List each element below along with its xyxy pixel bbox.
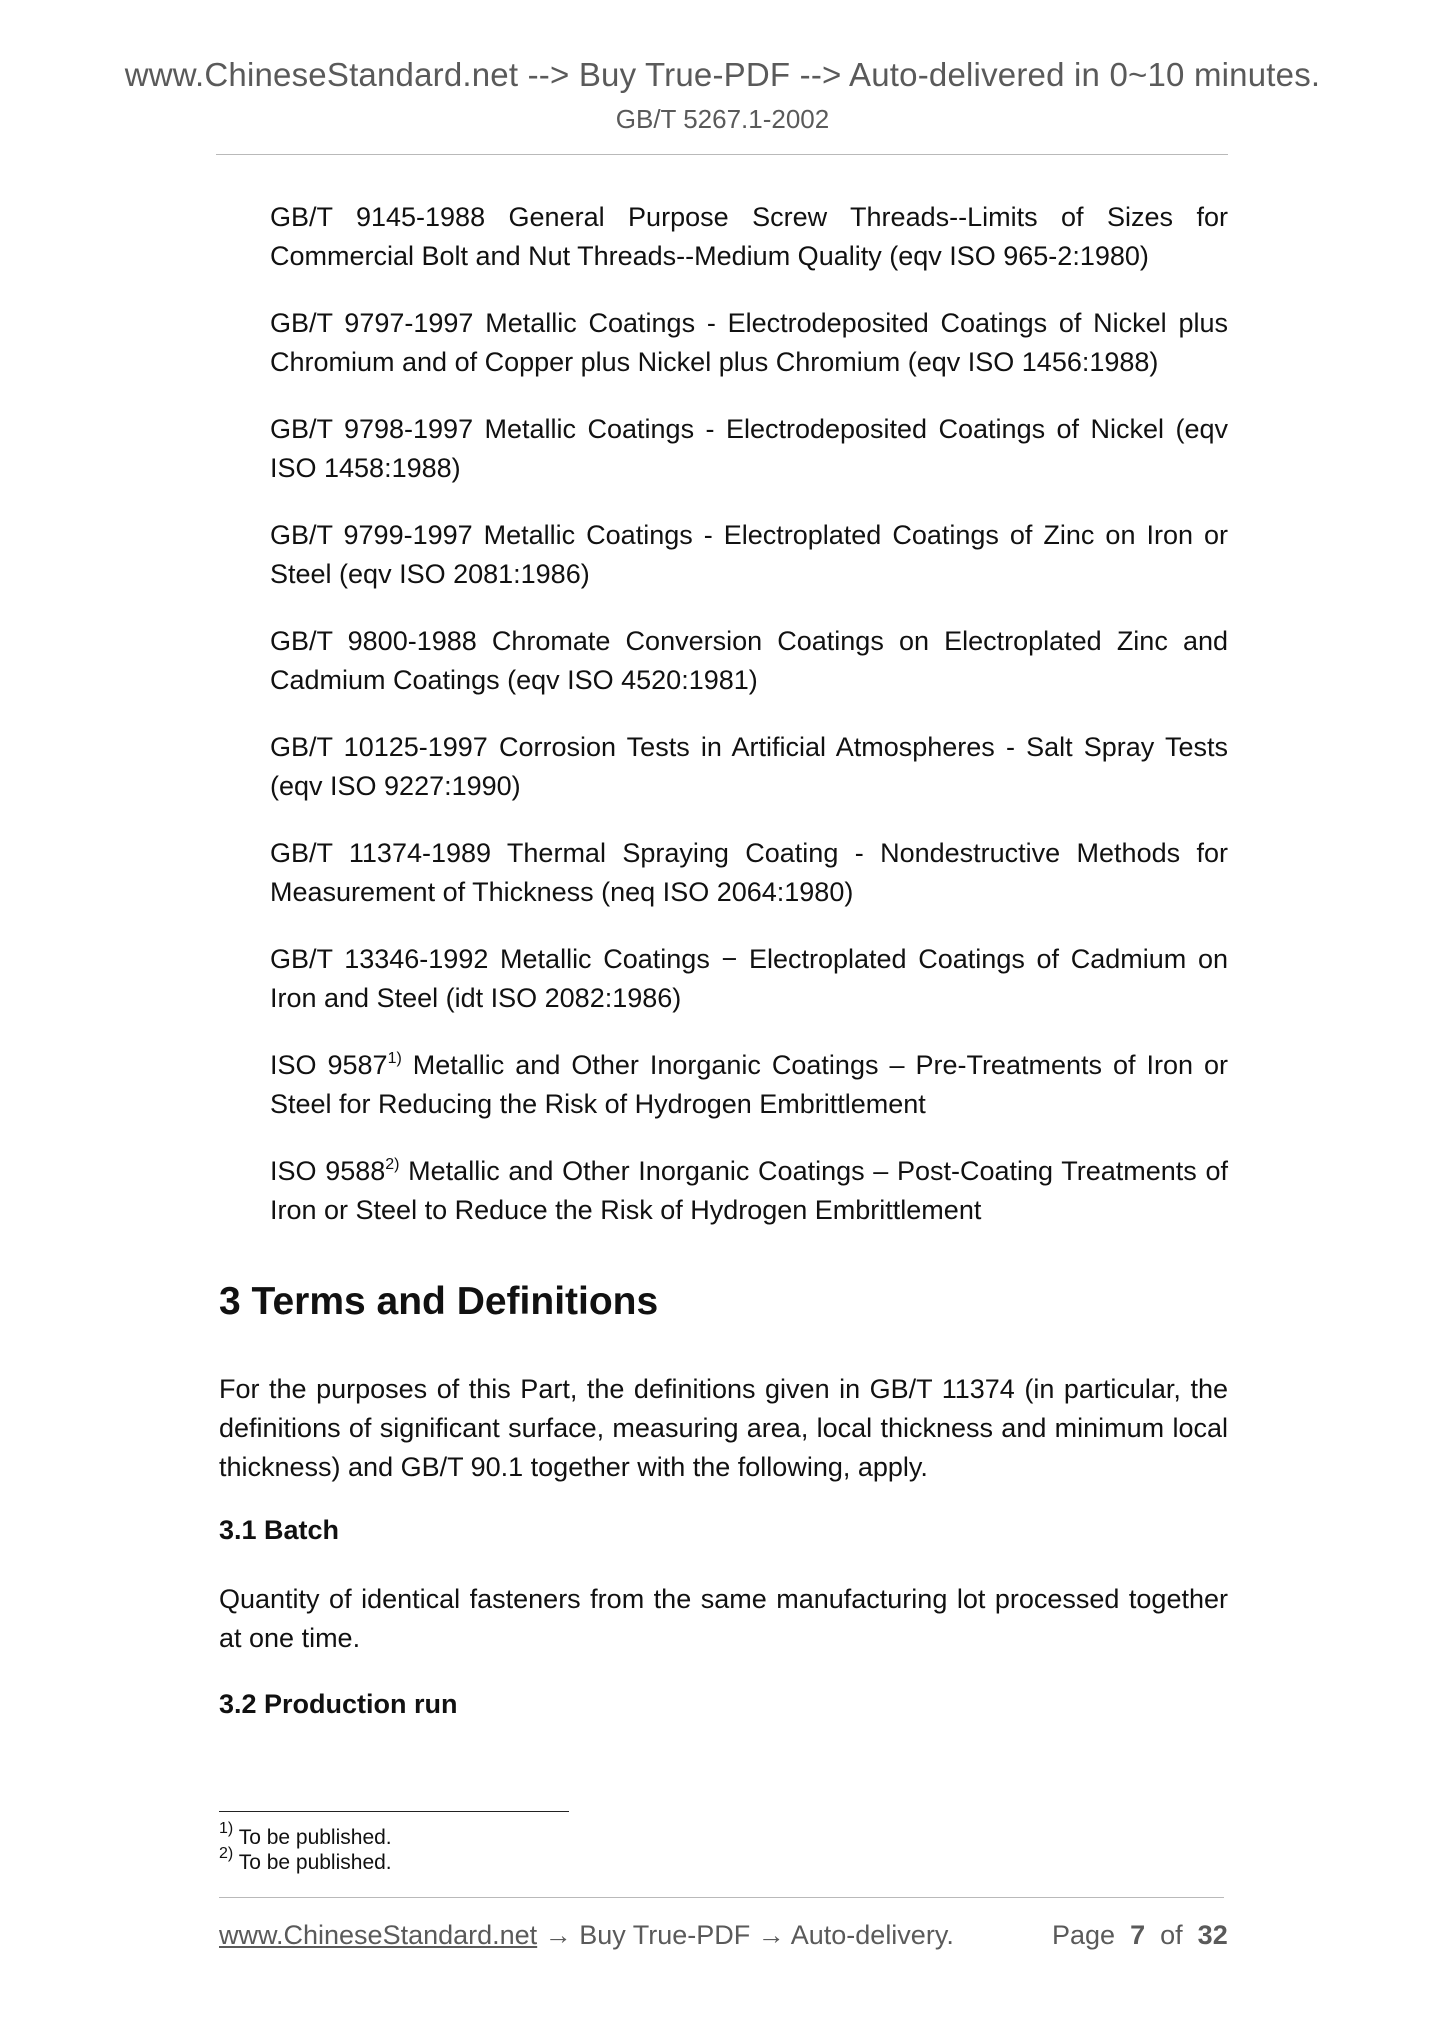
reference-item: GB/T 9799-1997 Metallic Coatings - Electroplated Coatings of Zinc on Iron or Steel (eqv ISO 2081:1986): [270, 520, 1228, 589]
reference-item: GB/T 9797-1997 Metallic Coatings - Electrodeposited Coatings of Nickel plus Chromium and of Copper plus Nickel plus Chromium (eqv ISO 1456:1988): [270, 308, 1228, 377]
subsection-heading-production-run: 3.2 Production run: [219, 1689, 458, 1719]
footnotes: [219, 1820, 1119, 1875]
footer-divider: [219, 1897, 1224, 1898]
reference-item: GB/T 10125-1997 Corrosion Tests in Artificial Atmospheres - Salt Spray Tests (eqv ISO 9227:1990): [270, 732, 1228, 801]
footer-promo: www.ChineseStandard.net → Buy True-PDF → Auto-delivery.: [219, 1920, 954, 1950]
subsection-heading-batch: 3.1 Batch: [219, 1515, 340, 1545]
document-code: GB/T 5267.1-2002: [615, 104, 830, 134]
header-divider: [216, 154, 1228, 155]
definition-batch: Quantity of identical fasteners from the same manufacturing lot processed together at one time.: [219, 1584, 1228, 1653]
current-page: 7: [1130, 1920, 1146, 1950]
page-counter: Page 7 of 32: [1052, 1920, 1228, 1950]
footer-site-link[interactable]: www.ChineseStandard.net: [219, 1920, 538, 1950]
total-pages: 32: [1197, 1920, 1228, 1950]
footnote-divider: [219, 1811, 569, 1812]
reference-item: ISO 9587$^{1)}$ Metallic and Other Inorganic Coatings – Pre-Treatments of Iron or Steel for Reducing the Risk of Hydrogen Embrittlement: [270, 1050, 1228, 1119]
reference-item: GB/T 9798-1997 Metallic Coatings - Electrodeposited Coatings of Nickel (eqv ISO 1458:1988): [270, 414, 1228, 483]
footnote-marker: 2): [385, 1156, 400, 1173]
footnote-marker: 1): [387, 1050, 402, 1067]
normative-references-list: [270, 198, 1228, 1258]
section-title: 3 Terms and Definitions: [219, 1280, 659, 1323]
reference-item: ISO 9588$^{2)}$ Metallic and Other Inorganic Coatings – Post-Coating Treatments of Iron or Steel to Reduce the Risk of Hydrogen Embrittlement: [270, 1156, 1228, 1225]
reference-item: GB/T 9800-1988 Chromate Conversion Coatings on Electroplated Zinc and Cadmium Coatings (eqv ISO 4520:1981): [270, 626, 1228, 695]
header-banner: www.ChineseStandard.net --> Buy True-PDF --> Auto-delivered in 0~10 minutes.: [124, 56, 1321, 93]
reference-item: GB/T 11374-1989 Thermal Spraying Coating - Nondestructive Methods for Measurement of Thickness (neq ISO 2064:1980): [270, 838, 1228, 907]
section-intro: For the purposes of this Part, the definitions given in GB/T 11374 (in particular, the definitions of significant surface, measuring area, local thickness and minimum local thickness) and GB/T 90.1 together with the following, apply.: [219, 1374, 1228, 1482]
reference-item: GB/T 13346-1992 Metallic Coatings − Electroplated Coatings of Cadmium on Iron and Steel (idt ISO 2082:1986): [270, 944, 1228, 1013]
footnote: $^{1)}$ To be published.: [219, 1820, 392, 1849]
footnote: $^{2)}$ To be published.: [219, 1845, 392, 1874]
reference-item: GB/T 9145-1988 General Purpose Screw Threads--Limits of Sizes for Commercial Bolt and Nut Threads--Medium Quality (eqv ISO 965-2:1980): [270, 202, 1228, 271]
